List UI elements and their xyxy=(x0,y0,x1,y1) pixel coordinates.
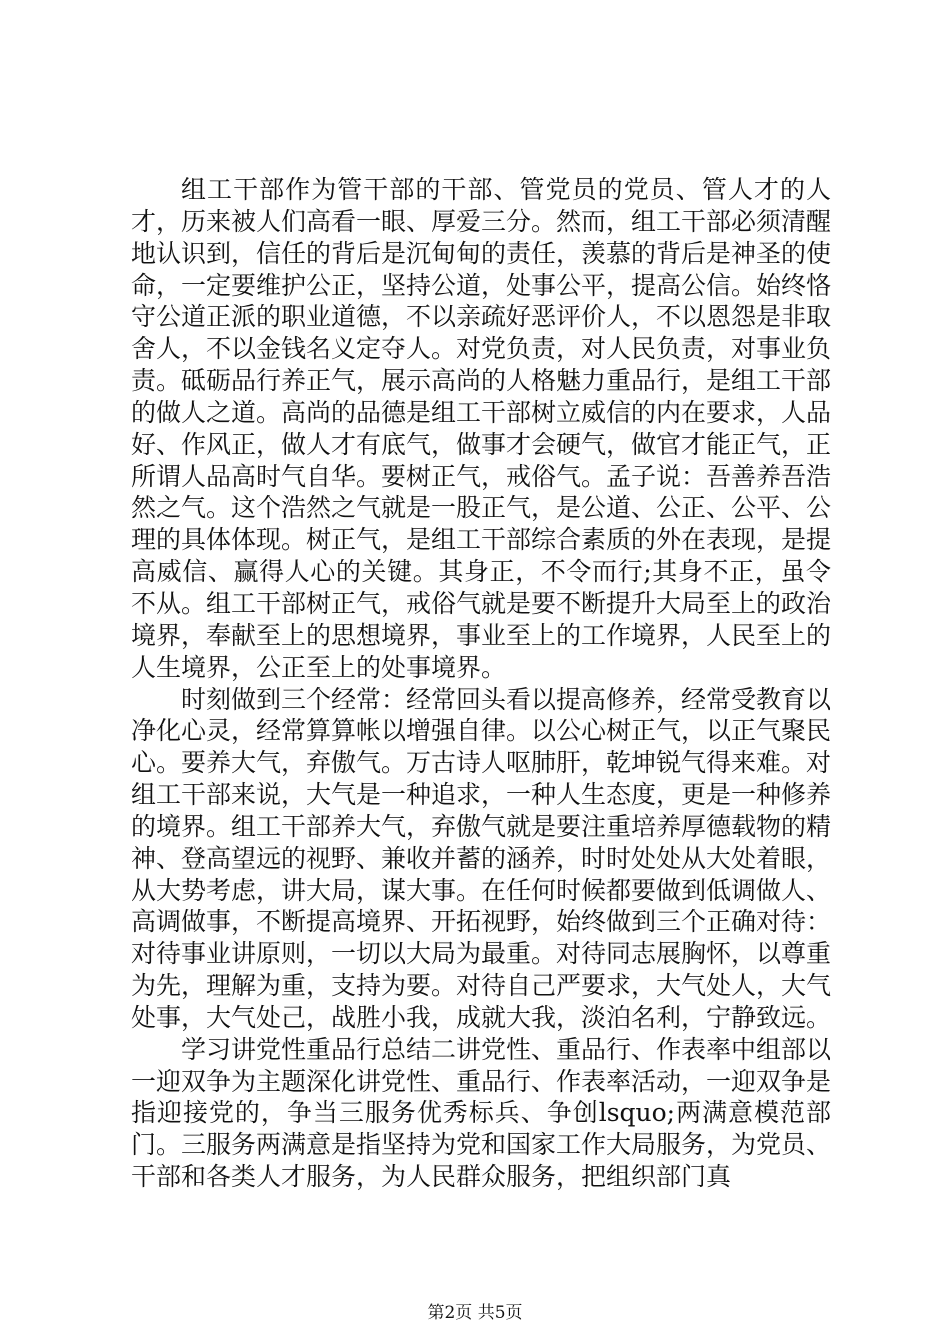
paragraph-3: 学习讲党性重品行总结二讲党性、重品行、作表率中组部以一迎双争为主题深化讲党性、重品行、作表率活动，一迎双争是指迎接党的，争当三服务优秀标兵、争创lsquo;两满意模范部门。三服务两满意是指坚持为党和国家工作大局服务，为党员、干部和各类人才服务，为人民群众服务，把组织部门真 xyxy=(131,1034,832,1192)
document-body xyxy=(131,174,831,1193)
paragraph-1: 组工干部作为管干部的干部、管党员的党员、管人才的人才，历来被人们高看一眼、厚爱三分。然而，组工干部必须清醒地认识到，信任的背后是沉甸甸的责任，羡慕的背后是神圣的使命，一定要维护公正，坚持公道，处事公平，提高公信。始终恪守公道正派的职业道德，不以亲疏好恶评价人，不以恩怨是非取舍人，不以金钱名义定夺人。对党负责，对人民负责，对事业负责。砥砺品行养正气，展示高尚的人格魅力重品行，是组工干部的做人之道。高尚的品德是组工干部树立威信的内在要求，人品好、作风正，做人才有底气，做事才会硬气，做官才能正气，正所谓人品高时气自华。要树正气，戒俗气。孟子说：吾善养吾浩然之气。这个浩然之气就是一股正气，是公道、公正、公平、公理的具体体现。树正气，是组工干部综合素质的外在表现，是提高威信、赢得人心的关键。其身正，不令而行;其身不正，虽令不从。组工干部树正气，戒俗气就是要不断提升大局至上的政治境界，奉献至上的思想境界，事业至上的工作境界，人民至上的人生境界，公正至上的处事境界。 xyxy=(131,175,832,682)
page-number-footer: 第2页 共5页 xyxy=(427,1303,523,1323)
paragraph-2: 时刻做到三个经常：经常回头看以提高修养，经常受教育以净化心灵，经常算算帐以增强自律。以公心树正气，以正气聚民心。要养大气，弃傲气。万古诗人呕肺肝，乾坤锐气得来难。对组工干部来说，大气是一种追求，一种人生态度，更是一种修养的境界。组工干部养大气，弃傲气就是要注重培养厚德载物的精神、登高望远的视野、兼收并蓄的涵养，时时处处从大处着眼，从大势考虑，讲大局，谋大事。在任何时候都要做到低调做人、高调做事，不断提高境界、开拓视野，始终做到三个正确对待：对待事业讲原则，一切以大局为最重。对待同志展胸怀，以尊重为先，理解为重，支持为要。对待自己严要求，大气处人，大气处事，大气处己，战胜小我，成就大我，淡泊名利，宁静致远。 xyxy=(131,684,832,1032)
